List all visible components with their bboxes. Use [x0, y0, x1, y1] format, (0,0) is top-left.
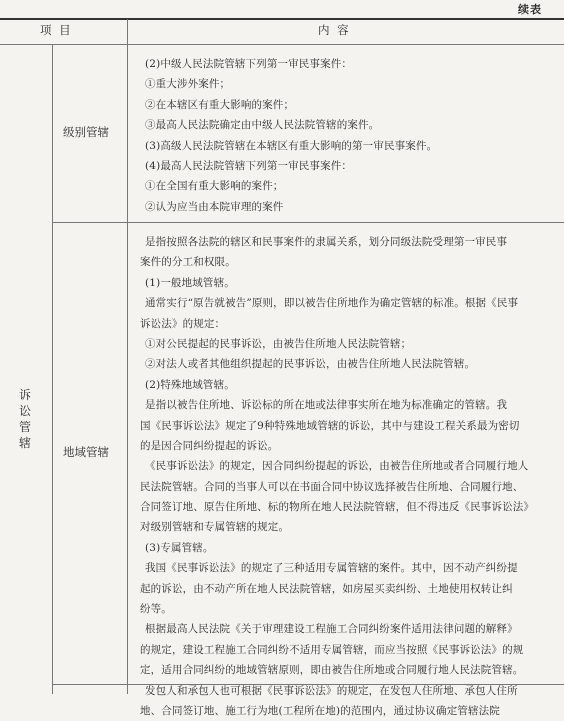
text-line: 的是因合同纠纷提起的诉讼。 — [140, 439, 279, 452]
header-item: 项 目 — [40, 23, 73, 37]
text-line: (3)专属管辖。 — [145, 541, 214, 554]
category-char: 管 — [18, 420, 31, 434]
text-line: ③最高人民法院确定由中级人民法院管辖的案件。 — [145, 119, 380, 132]
text-line: 通常实行“原告就被告”原则，即以被告住所地作为确定管辖的标准。根据《民事 — [145, 297, 519, 310]
category-char: 讼 — [18, 404, 31, 418]
text-line: 根据最高人民法院《关于审理建设工程施工合同纠纷案件适用法律问题的解释》 — [145, 623, 518, 636]
row-content-territorial-jurisdiction — [140, 232, 550, 721]
text-line: 起的诉讼，由不动产所在地人民法院管辖，如房屋买卖纠纷、土地使用权转让纠 — [140, 582, 513, 595]
category-char: 诉 — [18, 388, 31, 402]
column-divider-category — [52, 44, 53, 694]
text-line: ②认为应当由本院审理的案件 — [145, 200, 284, 213]
text-line: (3)高级人民法院管辖在本辖区有重大影响的第一审民事案件。 — [145, 139, 438, 152]
category-char: 辖 — [18, 436, 31, 450]
header-content: 内 容 — [318, 23, 351, 37]
column-divider-content — [127, 19, 128, 694]
text-line: 是指以被告住所地、诉讼标的所在地或法律事实所在地为标准确定的管辖。我 — [145, 399, 508, 412]
text-line: ①对公民提起的民事诉讼，由被告住所地人民法院管辖； — [145, 337, 412, 350]
text-line: 我国《民事诉讼法》的规定了三种适用专属管辖的案件。其中，因不动产纠纷提 — [145, 562, 518, 575]
header-divider — [0, 44, 564, 45]
row-divider — [52, 222, 564, 223]
text-line: 发包人和承包人也可根据《民事诉讼法》的规定，在发包人住所地、承包人住所 — [145, 684, 518, 697]
text-line: 是指按照各法院的辖区和民事案件的隶属关系，划分同级法院受理第一审民事 — [145, 236, 508, 248]
text-line: (1)一般地域管辖。 — [145, 276, 235, 289]
text-line: 《民事诉讼法》的规定，因合同纠纷提起的诉讼，由被告住所地或者合同履行地人 — [145, 460, 529, 473]
text-line: 的规定，建设工程施工合同纠纷不适用专属管辖，而应当按照《民事诉讼法》的规 — [140, 643, 524, 656]
text-line: 国《民事诉讼法》规定了9种特殊地域管辖的诉讼，其中与建设工程关系最为密切 — [140, 419, 520, 432]
text-line: ②在本辖区有重大影响的案件； — [145, 98, 295, 111]
text-line: 诉讼法》的规定： — [140, 317, 226, 330]
text-line: (4)最高人民法院管辖下列第一审民事案件： — [145, 159, 353, 172]
top-rule — [0, 18, 564, 20]
text-line: ①在全国有重大影响的案件； — [145, 180, 284, 193]
row-label-level-jurisdiction: 级别管辖 — [63, 125, 109, 139]
text-line: 地、合同签订地、施工行为地(工程所在地)的范围内，通过协议确定管辖法院 — [140, 704, 500, 717]
row-label-territorial-jurisdiction: 地域管辖 — [63, 445, 109, 459]
text-line: 定，适用合同纠纷的地域管辖原则，即由被告住所地或合同履行地人民法院管辖。 — [140, 664, 524, 677]
text-line: ①重大涉外案件； — [145, 78, 231, 91]
text-line: (2)中级人民法院管辖下列第一审民事案件： — [145, 58, 353, 70]
text-line: 纷等。 — [140, 603, 172, 616]
text-line: 案件的分工和权限。 — [140, 256, 236, 269]
continued-label: 续表 — [518, 3, 542, 16]
category-litigation-jurisdiction — [18, 387, 32, 451]
text-line: 合同签订地、原告住所地、标的物所在地人民法院管辖，但不得违反《民事诉讼法》 — [140, 501, 535, 514]
text-line: 对级别管辖和专属管辖的规定。 — [140, 521, 290, 534]
row-content-level-jurisdiction — [140, 54, 550, 217]
text-line: 民法院管辖。合同的当事人可以在书面合同中协议选择被告住所地、合同履行地、 — [140, 480, 524, 493]
text-line: ②对法人或者其他组织提起的民事诉讼，由被告住所地人民法院管辖。 — [145, 358, 476, 371]
text-line: (2)特殊地域管辖。 — [145, 378, 235, 391]
